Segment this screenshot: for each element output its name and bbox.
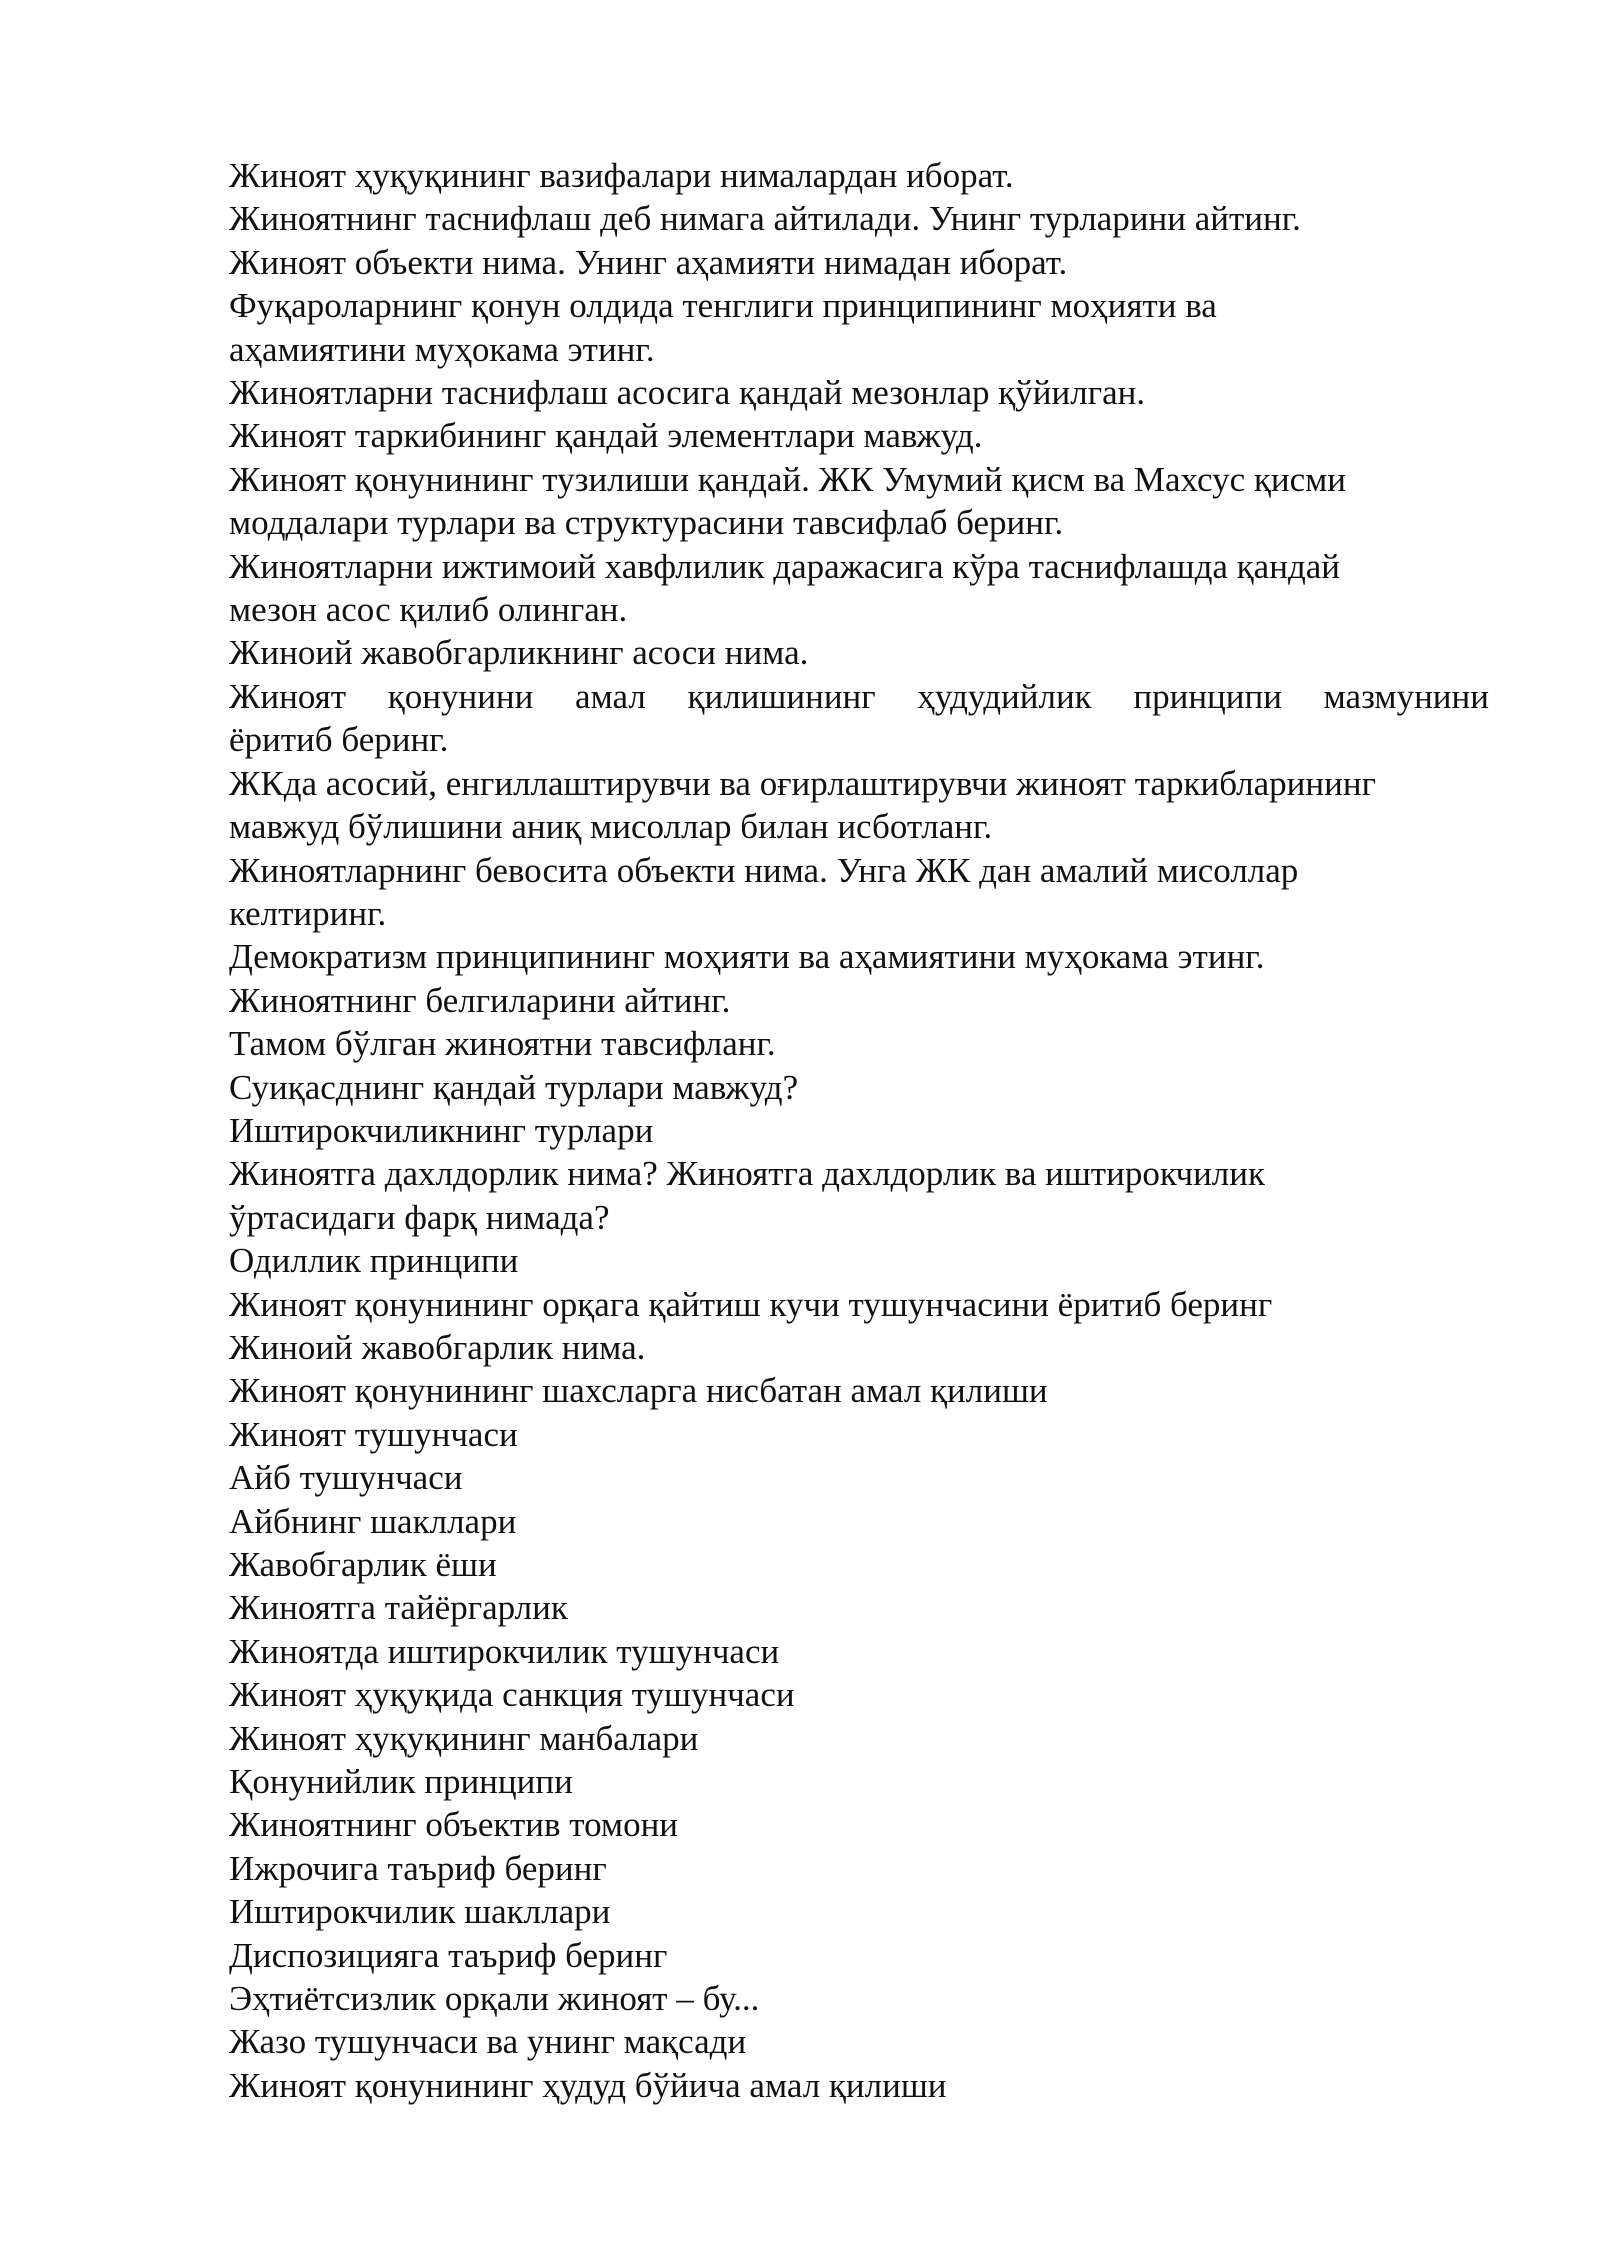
text-line: Жиноий жавобгарликнинг асоси нима. (229, 633, 809, 673)
text-line: мавжуд бўлишини аниқ мисоллар билан исботланг. (229, 807, 993, 847)
text-line: Жиноятларнинг бевосита объекти нима. Унга ЖК дан амалий мисоллар (229, 850, 1299, 890)
text-line: аҳамиятини муҳокама этинг. (229, 329, 655, 369)
text-line: Суиқасднинг қандай турлари мавжуд? (229, 1067, 799, 1107)
text-line: Жиноятнинг объектив томони (229, 1805, 679, 1845)
text-line: Иштирокчилик шакллари (229, 1892, 611, 1932)
text-line: Жиноий жавобгарлик нима. (229, 1327, 646, 1367)
text-line: ёритиб беринг. (229, 720, 449, 760)
text-line: Жиноят ҳуқуқининг вазифалари нималардан иборат. (229, 156, 1014, 195)
text-line: Жиноятларни таснифлаш асосига қандай мезонлар қўйилган. (229, 373, 1146, 413)
text-line: Демократизм принципининг моҳияти ва аҳамиятини муҳокама этинг. (229, 937, 1265, 977)
text-line: Диспозицияга таъриф беринг (229, 1935, 668, 1975)
text-line: Жиноят қонунининг шахсларга нисбатан амал қилиши (229, 1371, 1048, 1411)
text-line: Жиноятга дахлдорлик нима? Жиноятга дахлдорлик ва иштирокчилик (229, 1154, 1266, 1194)
text-line: Жиноятнинг белгиларини айтинг. (229, 980, 731, 1020)
text-line-justified: Жиноят қонунини амал қилишининг ҳудудийлик принципи мазмунини (229, 676, 1489, 716)
text-line: Жиноят таркибининг қандай элементлари мавжуд. (229, 416, 983, 456)
text-line: Жиноят ҳуқуқида санкция тушунчаси (229, 1675, 795, 1715)
text-line: Жиноятда иштирокчилик тушунчаси (229, 1631, 780, 1671)
text-line: Ижрочига таъриф беринг (229, 1848, 607, 1888)
text-line: моддалари турлари ва структурасини тавсифлаб беринг. (229, 503, 1064, 543)
text-line: Айбнинг шакллари (229, 1501, 517, 1541)
text-line: ЖКда асосий, енгиллаштирувчи ва оғирлаштирувчи жиноят таркибларининг (229, 763, 1376, 803)
text-line: ўртасидаги фарқ нимада? (229, 1197, 610, 1237)
text-line: Айб тушунчаси (229, 1458, 463, 1498)
text-line: Жиноят тушунчаси (229, 1414, 518, 1454)
text-line: Жиноят ҳуқуқининг манбалари (229, 1718, 699, 1758)
text-line: Жиноятга тайёргарлик (229, 1588, 568, 1628)
text-line: Жавобгарлик ёши (229, 1545, 497, 1584)
text-line: Жиноятларни ижтимоий хавфлилик даражасига кўра таснифлашда қандай (229, 546, 1341, 586)
text-line: Жиноят қонунининг тузилиши қандай. ЖК Умумий қисм ва Махсус қисми (229, 459, 1347, 499)
text-line: келтиринг. (229, 893, 387, 933)
text-line: Қонунийлик принципи (229, 1762, 573, 1802)
text-line: Тамом бўлган жиноятни тавсифланг. (229, 1024, 776, 1064)
text-line: Жиноятнинг таснифлаш деб нимага айтилади. Унинг турларини айтинг. (229, 199, 1301, 239)
text-line: Жиноят объекти нима. Унинг аҳамияти нимадан иборат. (229, 242, 1068, 282)
text-line: Иштирокчиликнинг турлари (229, 1110, 654, 1150)
text-line: Жиноят қонунининг орқага қайтиш кучи тушунчасини ёритиб беринг (229, 1284, 1273, 1324)
text-line: Жазо тушунчаси ва унинг мақсади (229, 2022, 747, 2062)
question-list (229, 154, 1489, 2107)
text-line: Жиноят қонунининг ҳудуд бўйича амал қилиши (229, 2065, 947, 2105)
text-line: Эҳтиётсизлик орқали жиноят – бу... (229, 1979, 760, 2019)
text-line: мезон асос қилиб олинган. (229, 590, 628, 630)
text-line: Одиллик принципи (229, 1241, 519, 1281)
text-line: Фуқароларнинг қонун олдида тенглиги принципининг моҳияти ва (229, 286, 1217, 326)
